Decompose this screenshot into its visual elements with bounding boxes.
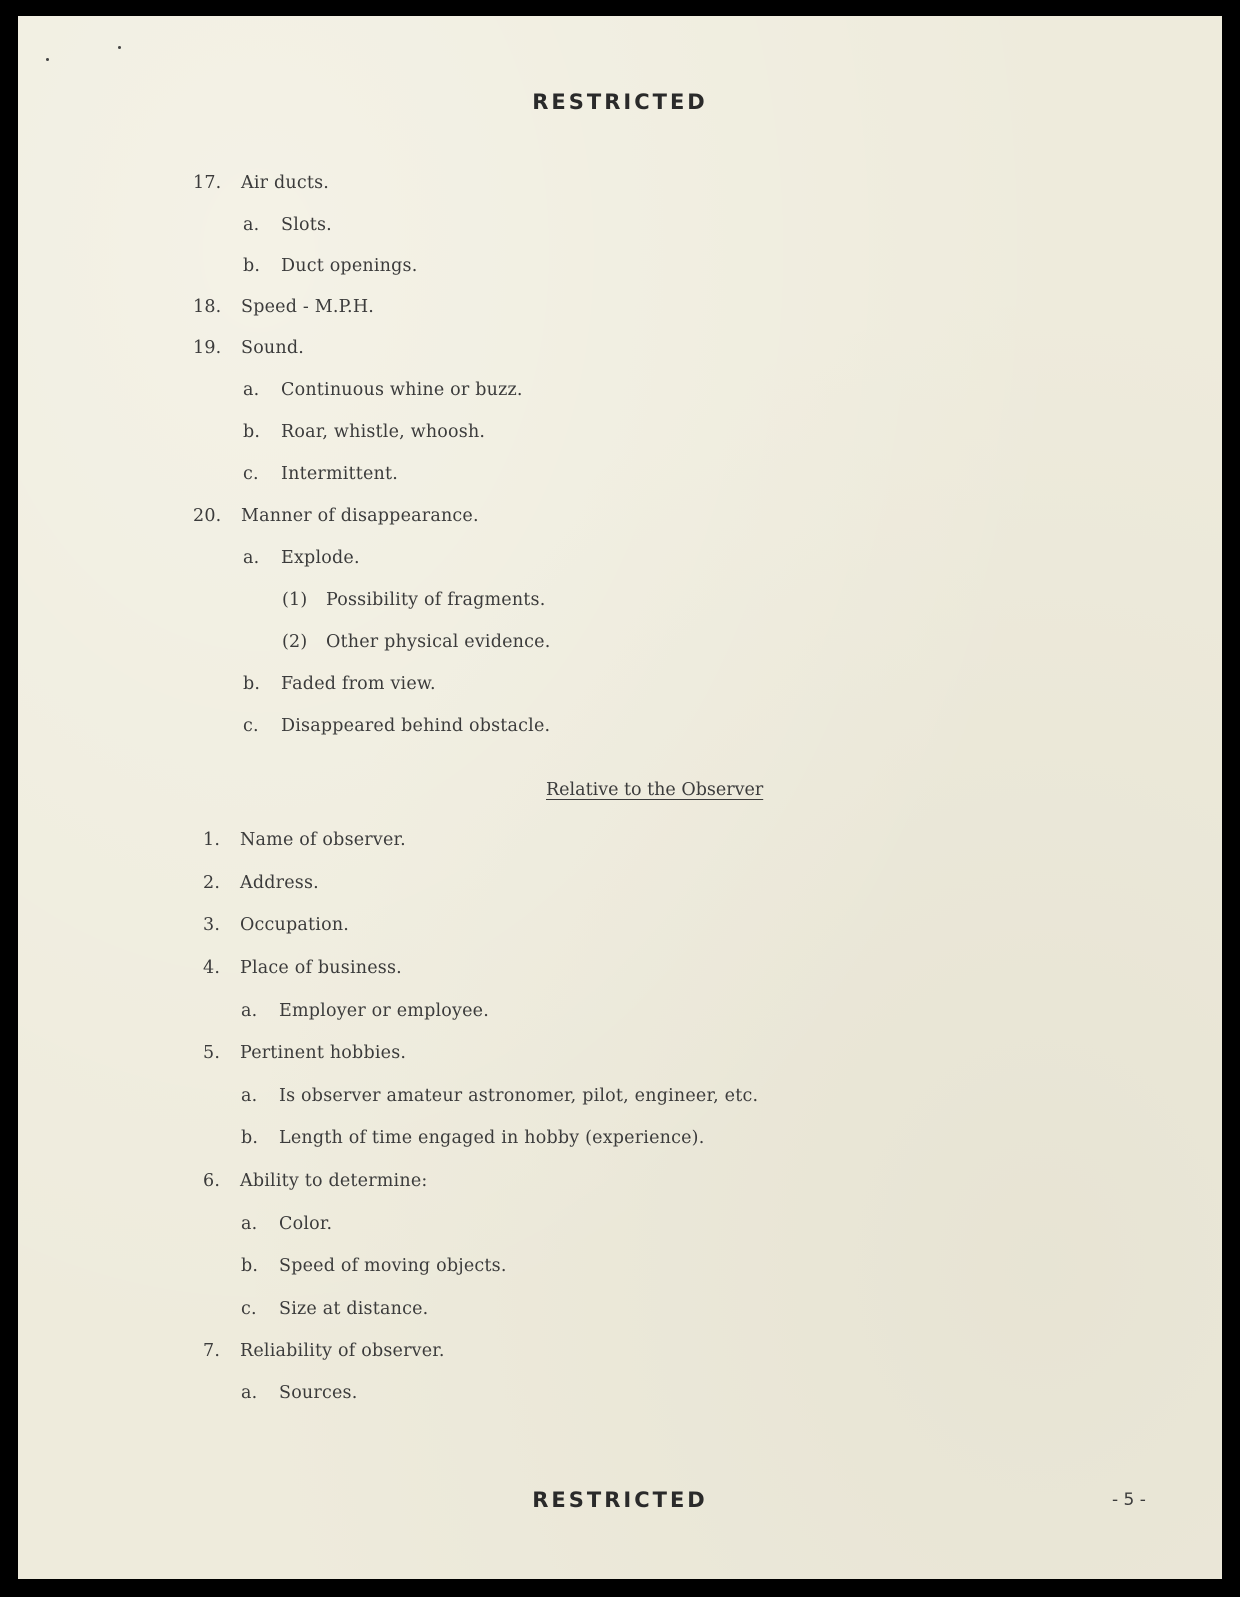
list-text: Pertinent hobbies. [240, 1043, 407, 1063]
list-item-20 [193, 506, 479, 526]
list-item-20a [243, 548, 360, 568]
list-item-2 [203, 873, 319, 893]
list-marker: (2) [282, 632, 308, 652]
list-text: Possibility of fragments. [326, 590, 546, 610]
list-item-1 [203, 830, 406, 850]
list-item-20c [243, 716, 550, 736]
list-marker: b. [241, 1256, 259, 1276]
list-text: Reliability of observer. [240, 1341, 445, 1361]
list-item-19 [193, 338, 304, 358]
list-marker: c. [243, 716, 259, 736]
list-marker: 7. [203, 1341, 221, 1361]
page-number: - 5 - [1112, 1490, 1146, 1510]
list-item-6a [241, 1214, 332, 1234]
list-marker: a. [241, 1214, 258, 1234]
list-marker: a. [241, 1086, 258, 1106]
paper-speck [46, 58, 49, 61]
list-item-5a [241, 1086, 758, 1106]
list-marker: 4. [203, 958, 221, 978]
list-text: Roar, whistle, whoosh. [281, 422, 486, 442]
list-item-6 [203, 1171, 427, 1191]
list-marker: b. [243, 422, 261, 442]
list-text: Is observer amateur astronomer, pilot, engineer, etc. [279, 1086, 759, 1106]
list-text: Intermittent. [281, 464, 399, 484]
list-marker: 1. [203, 830, 221, 850]
list-text: Duct openings. [281, 256, 418, 276]
list-text: Manner of disappearance. [241, 506, 479, 526]
list-marker: b. [243, 256, 261, 276]
list-marker: 17. [193, 173, 222, 193]
list-text: Length of time engaged in hobby (experience). [279, 1128, 705, 1148]
list-text: Ability to determine: [240, 1171, 428, 1191]
list-text: Name of observer. [240, 830, 406, 850]
list-text: Speed of moving objects. [279, 1256, 507, 1276]
list-text: Explode. [281, 548, 360, 568]
list-item-5b [241, 1128, 704, 1148]
section-heading: Relative to the Observer [546, 780, 764, 800]
list-item-3 [203, 915, 349, 935]
list-item-5 [203, 1043, 406, 1063]
list-item-20a1 [282, 590, 546, 610]
list-text: Occupation. [240, 915, 350, 935]
list-item-19b [243, 422, 485, 442]
list-marker: 20. [193, 506, 222, 526]
paper-speck [118, 46, 121, 49]
list-text: Size at distance. [279, 1299, 429, 1319]
list-marker: 19. [193, 338, 222, 358]
list-item-7a [241, 1383, 357, 1403]
list-marker: 5. [203, 1043, 221, 1063]
list-item-20b [243, 674, 436, 694]
list-text: Place of business. [240, 958, 402, 978]
list-text: Color. [279, 1214, 333, 1234]
list-marker: a. [241, 1001, 258, 1021]
list-marker: 3. [203, 915, 221, 935]
list-marker: b. [241, 1128, 259, 1148]
list-item-18 [193, 297, 374, 317]
list-item-20a2 [282, 632, 550, 652]
list-item-6b [241, 1256, 507, 1276]
list-item-17b [243, 256, 417, 276]
list-text: Employer or employee. [279, 1001, 489, 1021]
list-item-17 [193, 173, 329, 193]
list-marker: 2. [203, 873, 221, 893]
list-marker: a. [241, 1383, 258, 1403]
list-item-6c [241, 1299, 428, 1319]
list-text: Disappeared behind obstacle. [281, 716, 551, 736]
list-marker: a. [243, 548, 260, 568]
list-item-4 [203, 958, 402, 978]
list-text: Sound. [241, 338, 305, 358]
footer-classification: RESTRICTED [532, 1488, 708, 1512]
list-text: Faded from view. [281, 674, 436, 694]
list-marker: c. [243, 464, 259, 484]
list-text: Air ducts. [241, 173, 330, 193]
list-text: Slots. [281, 215, 332, 235]
list-item-17a [243, 215, 332, 235]
list-text: Other physical evidence. [326, 632, 551, 652]
list-text: Address. [240, 873, 319, 893]
list-marker: 18. [193, 297, 222, 317]
list-marker: c. [241, 1299, 257, 1319]
header-classification: RESTRICTED [532, 90, 708, 114]
list-item-19c [243, 464, 398, 484]
list-marker: b. [243, 674, 261, 694]
list-item-19a [243, 380, 523, 400]
list-item-7 [203, 1341, 445, 1361]
list-marker: (1) [282, 590, 308, 610]
list-text: Continuous whine or buzz. [281, 380, 523, 400]
list-marker: a. [243, 215, 260, 235]
list-marker: 6. [203, 1171, 221, 1191]
list-text: Sources. [279, 1383, 358, 1403]
list-item-4a [241, 1001, 489, 1021]
list-text: Speed - M.P.H. [241, 297, 375, 317]
list-marker: a. [243, 380, 260, 400]
